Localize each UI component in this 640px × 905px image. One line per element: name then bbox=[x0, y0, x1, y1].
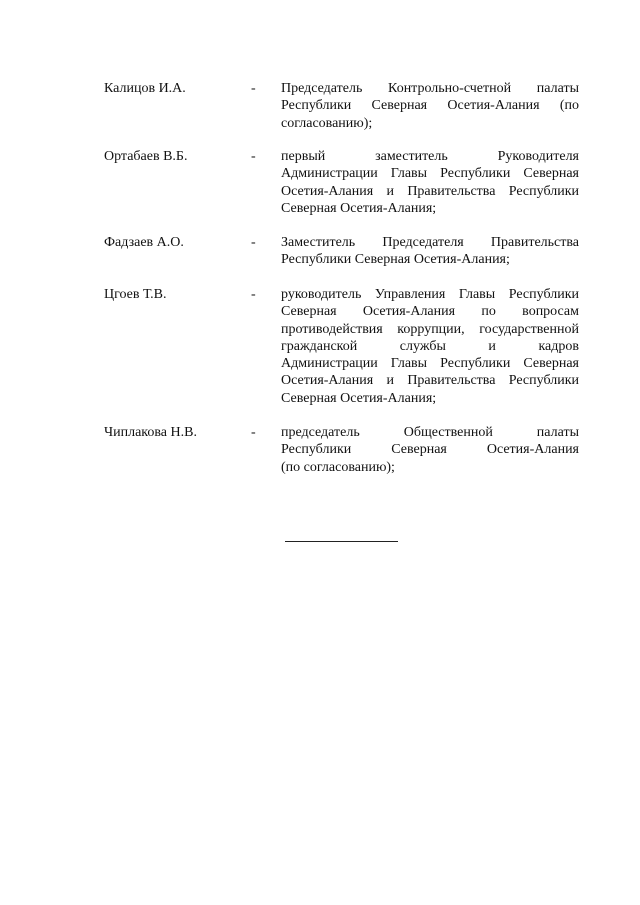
member-role-line: Осетия-Алания и Правительства Республики bbox=[281, 183, 579, 199]
member-role-line: председатель Общественной палаты bbox=[281, 425, 579, 440]
member-name: Чиплакова Н.В. bbox=[104, 425, 197, 440]
member-role-line: первый заместитель Руководителя bbox=[281, 149, 579, 164]
member-role-line: Администрации Главы Республики Северная bbox=[281, 166, 579, 182]
member-role-line: Северная Осетия-Алания; bbox=[281, 390, 437, 406]
member-name: Фадзаев А.О. bbox=[104, 235, 184, 250]
member-role bbox=[281, 80, 579, 132]
member-role bbox=[281, 148, 579, 217]
member-dash: - bbox=[251, 149, 256, 164]
member-role-line: руководитель Управления Главы Республики bbox=[281, 287, 579, 302]
member-role-line: Республики Северная Осетия-Алания (по bbox=[281, 98, 579, 114]
member-name: Ортабаев В.Б. bbox=[104, 149, 188, 164]
member-role-line: Председатель Контрольно-счетной палаты bbox=[281, 81, 579, 96]
member-name: Калицов И.А. bbox=[104, 81, 186, 96]
member-role bbox=[281, 234, 579, 269]
member-role-line: Администрации Главы Республики Северная bbox=[281, 356, 579, 372]
member-role-line: Северная Осетия-Алания по вопросам bbox=[281, 304, 579, 320]
member-name: Цгоев Т.В. bbox=[104, 287, 167, 302]
member-role-line: Осетия-Алания и Правительства Республики bbox=[281, 373, 579, 389]
member-role bbox=[281, 286, 579, 407]
member-role-line: Республики Северная Осетия-Алания; bbox=[281, 252, 510, 268]
member-dash: - bbox=[251, 81, 256, 96]
member-role-line: согласованию); bbox=[281, 115, 373, 131]
member-role-line: Заместитель Председателя Правительства bbox=[281, 235, 579, 250]
member-role-line: Северная Осетия-Алания; bbox=[281, 200, 437, 216]
member-dash: - bbox=[251, 235, 256, 250]
member-role bbox=[281, 424, 579, 476]
member-role-line: (по согласованию); bbox=[281, 459, 395, 475]
member-role-line: противодействия коррупции, государственной bbox=[281, 321, 579, 337]
member-role-line: гражданской службы и кадров bbox=[281, 338, 579, 354]
member-dash: - bbox=[251, 425, 256, 440]
member-role-line: Республики Северная Осетия-Алания bbox=[281, 442, 579, 458]
end-separator-line bbox=[285, 541, 398, 542]
member-dash: - bbox=[251, 287, 256, 302]
